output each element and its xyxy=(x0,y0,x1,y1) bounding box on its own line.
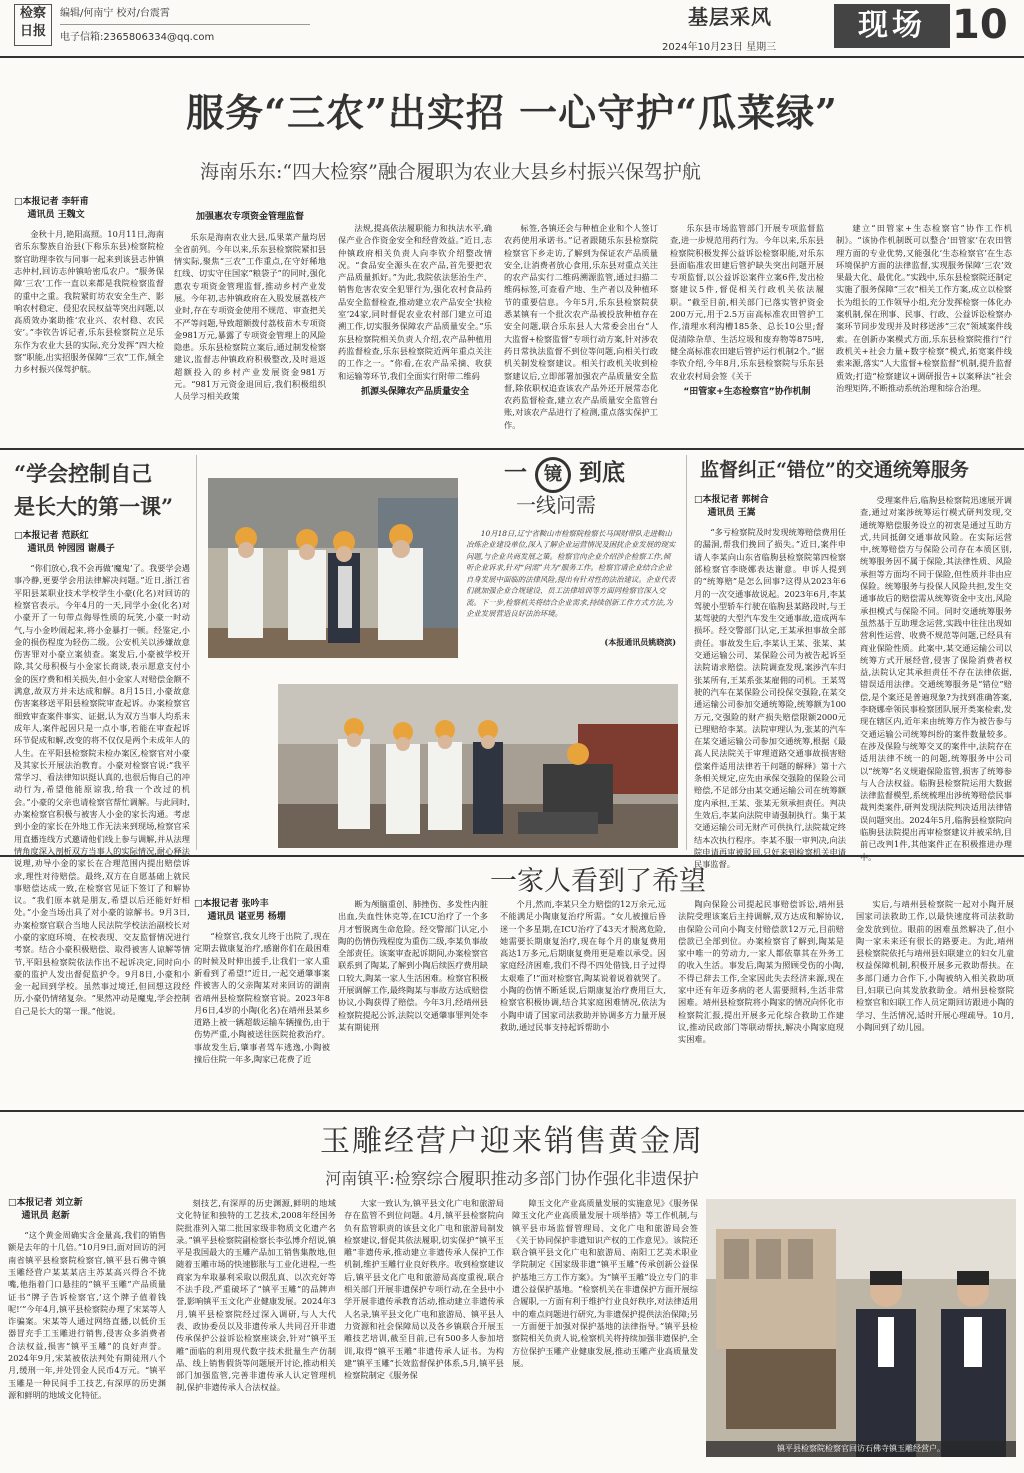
article-5-body: 刻技艺,有深厚的历史渊源,鲜明的地域文化特征和独特的工艺技术,2008年经国务院批准列入第二批国家级非物质文化遗产名录。”镇平县检察院副检察长李弘博介绍说,镇平是我国最大的玉雕产品加工销售集散地,但随着玉雕市场的快速膨胀与工业化进程,一些商家为牟取暴利采取以假乱真、以次充好等不法手段,严重破坏了“镇平玉雕”的品牌声誉,影响镇平玉文化产业健康发展。2024年3月,镇平县检察院经过深入调研,与人大代表、政协委员以及非遗传承人共同召开非遗传承保护公益诉讼检察座谈会,针对“镇平玉雕”面临的利用现代数字技术批量生产仿制品、线上销售假货等问题展开讨论,推动相关部门加强监管,完善非遗传承人认定管理机制,保护非遗传承人合法权益。 xyxy=(176,1198,336,1393)
page-number: 10 xyxy=(952,2,1008,48)
issue-date: 2024年10月23日 星期三 xyxy=(662,42,777,53)
article-1-body: 建立“田管家+生态检察官”协作工作机制》。“该协作机制既可以整合‘田管家’在农田管理方面的专业优势,又能强化‘生态检察官’在生态环境保护方面的法律监督,实现服务保障‘三农’效果最大化、最优化。”实践中,乐东县检察院还制定实施了服务保障“三农”相关工作方案,成立以检察长为组长的工作领导小组,充分发挥检察一体化办案机制,保在刑事、民事、行政、公益诉讼检察办案环节同步发现并及时移送涉“三农”领域案件线索。在创新办案模式方面,乐东县检察院推行“行政机关+社会力量+数字检察”模式,拓宽案件线索来源,落实“人大监督+检察监督”机制,提升监督质效;打造“检察建议+调研报告+以案释法”社会治理矩阵,不断推动系统治理和综合治理。 xyxy=(836,223,1012,393)
article-1-body: 法规,提高依法履职能力和执法水平,确保产业合作资金安全和经营效益。”近日,志仲镇政府相关负责人向李钦介绍整改情况。“食品安全源头在农产品,首先要把农产品质量抓好。”为此,我院依法惩治生产、销售危害农安全犯罪行为,强化农村食品药品安全监督检查,推动建立农产品安全‘扶检室’24家,同时督促农业农村部门建立可追溯工作,切实服务保障农产品质量安全。”乐东县检察院相关负责人介绍,农产品种植用药监督检查,乐东县检察院近两年重点关注的工作之一。“你看,在农产品采摘、收获和运输等环节,我们全面实行附带二维码 xyxy=(338,223,492,381)
article-5-col-3 xyxy=(344,1197,504,1471)
article-5 xyxy=(0,1113,1024,1473)
section-title: 基层采风 xyxy=(688,5,772,29)
article-1-subhead-1: 加强惠农专项资金管理监督 xyxy=(195,212,304,222)
article-5-col-4 xyxy=(512,1197,698,1471)
article-5-body: 大家一致认为,镇平县文化广电和旅游局存在监管不到位问题。4月,镇平县检察院向负有监管职责的该县文化广电和旅游局制发检察建议,督促其依法履职,切实保护“镇平玉雕”非遗传承,推动建立非遗传承人保护工作机制,维护玉雕行业良好秩序。收到检察建议后,镇平县文化广电和旅游局高度重视,联合相关部门开展非遗保护专项行动,在全县中小学开展非遗传承教育活动,推动建立非遗传承人名录,镇平县文化广电和旅游局、镇平县人力资源和社会保障局以及各乡镇联合开展玉雕技艺培训,截至目前,已有500多人参加培训,取得“镇平玉雕”非遗传承人证书。为构建“镇平玉雕”长效监督保护体系,5月,镇平县检察院制定《服务保 xyxy=(344,1198,504,1381)
article-3-title: 监督纠正“错位”的交通统筹服务 xyxy=(700,459,969,481)
article-1-col-2 xyxy=(174,207,326,447)
article-5-body: “这个黄金周确实含金量高,我们的销售额是去年的十几倍。”10月9日,面对回访的河南省镇平县检察院检察官,镇平县石佛寺镇玉雕经营户某某某店主苏某高兴得合不拢嘴,他指着门口悬挂的“镇平玉雕”产品质量证书“牌子告诉检察官,‘这个牌子值着钱呢!’”今年4月,镇平县检察院办理了宋某等人诈骗案。宋某等人通过网络直播,以低价玉器冒充手工玉雕进行销售,侵害众多消费者合法权益,损害“镇平玉雕”的良好声誉。2024年9月,宋某被依法判处有期徒刑八个月,缓刑一年,并处罚金人民币4万元。“镇平玉雕是一种民间手工技艺,有深厚的历史渊源和鲜明的地域文化特征。 xyxy=(8,1230,166,1400)
article-4-col-4 xyxy=(678,898,844,1098)
article-1-body: 乐东是海南农业大县,瓜果菜产量均居全省前列。今年以来,乐东县检察院紧扣县情实际,聚焦“三农”工作重点,在守好稀地红线、切实守住国家“粮袋子”的同时,强化惠农专项资金管理监督,推动乡村产业发展。今年初,志仲镇政府在入股发展荔枝产业时,存在专项资金使用不规范、审查把关不严等问题,导致超额拨付荔枝苗木专项资金981万元,暴露了专项资金管理上的风险隐患。乐东县检察院立案后,通过制发检察建议,监督志仲镇政府积极整改,及时退返超额投入的乡村产业发展资金981万元。“981万元资金退回后,我们积极组织人员学习相关政策 xyxy=(174,231,326,402)
article-1-col-5 xyxy=(670,222,824,447)
article-1-col-1 xyxy=(14,196,164,446)
article-4-col-1 xyxy=(194,898,330,1098)
article-2-body: “你们放心,我不会再做‘魔鬼’了。我要学会遇事冷静,更要学会用法律解决问题。”近日,浙江省平阳县某职业技术学校学生小豪(化名)对回访的检察官表示。今年4月的一天,同学小金(化名)对小豪开了一句带点侮辱性质的玩笑,小豪一时动气,与小金吵闹起来,将小金暴打一顿。经鉴定,小金的损伤程度为轻伤二级。公安机关以涉嫌故意伤害罪对小豪立案侦查。案发后,小豪被学校开除,其父母积极与小金家长商谈,表示愿意支付小金的医疗费和相关损失,但小金家人对赔偿金额不满意,故双方并未达成和解。8月15日,小豪故意伤害案移送平阳县检察院审查起诉。办案检察官细致审查案件事实、证据,认为双方当事人均系未成年人,案件起因只是一点小事,若能在审查起诉环节促成和解,改变的将不仅仅是两个未成年人的人生。在平阳县检察院未检办案区,检察官对小豪及其家长开展法治教育。小豪对检察官说:“我平常学习、看法律知识挺认真的,也很后悔自己的冲动行为,希望他能原谅我,给我一个改过的机会。”小豪的父亲也请检察官帮忙调解。与此同时,办案检察官积极与被害人小金的家长沟通。考虑到小金的家长在外地工作无法来到现场,检察官采用直播连线方式邀请他们线上参与调解,并从法理情角度深入剖析双方当事人的实际情况,耐心释法说理,劝导小金的家长在合理范围内提出赔偿诉求,理性对待赔偿。最终,双方在自愿基础上就民事赔偿达成一致,在检察官见证下签订了和解协议。“我们原本就是朋友,希望以后还能好好相处。”小金当场出具了对小豪的谅解书。9月3日,办案检察官联合当地人民法院学校法治副校长对小豪的家庭环境、在校表现、交友监督情况进行考察。结合小豪积极赔偿、取得被害人谅解等情节,平阳县检察院依法作出不起诉决定,同时向小豪的监护人发出督促监护令。9月8日,小豪和小金一起回到学校。虽然事过境迁,但回想这段经历,小豪仍情绪复杂。“果然冲动是魔鬼,学会控制自己是长大的第一课。”他说。 xyxy=(14,563,190,1016)
feature-title: 一 镜 到底 xyxy=(504,456,664,493)
article-5-col-2 xyxy=(176,1197,336,1471)
article-1-subhead-2: 抓源头保障农产品质量安全 xyxy=(360,386,469,397)
article-1-body: 乐东县市场监管部门开展专项监督监查,进一步规范用药行为。今年以来,乐东县检察院积极发挥公益诉讼检察职能,对乐东县面临准农田建后管护缺失突出问题开展专项监督,以公益诉讼案件立案6件,发出检察建议5件,督促相关行政机关依法履职。“截至目前,相关部门已落实管护资金200万元,用于2.5万亩高标准农田管护工作,清理水利沟槽185条、总长10公里;督促清除杂草、生活垃圾和废弃物等875吨,健全高标准农田建后管护运行机制2个。”据李钦介绍,今年8月,乐东县检察院与乐东县农业农村局会签《关于 xyxy=(670,223,824,381)
article-1-subhead-3: “田管家+生态检察官”协作机制 xyxy=(683,386,811,397)
caption-title: 一线问需 xyxy=(516,493,596,517)
photo-inspection-team xyxy=(208,478,458,658)
article-4-col-3 xyxy=(500,898,666,1098)
article-4 xyxy=(0,858,1024,1108)
article-1-body: 金秋十月,艳阳高照。10月11日,海南省乐东黎族自治县(下称乐东县)检察院检察官助理李钦与同事一起来到该县志仲镇志仲村,回访志仲镇哈密瓜农户。“服务保障‘三农’工作一直以来都是我院检察监督的重中之重。我院紧盯坊农安全生产、影响农村稳定、侵犯农民权益等突出问题,以高质效办案助推‘农业兴、农村稳、农民安’。”李钦告诉记者,乐东县检察院立足乐东作为农业大县的实际,充分发挥“四大检察”职能,出实招服务保障“三农”工作,倾全力乡村振兴保驾护航。 xyxy=(14,229,164,375)
newspaper-logo: 检察日报 xyxy=(14,4,52,46)
article-4-col-2 xyxy=(338,898,488,1098)
article-3-col-1 xyxy=(694,494,846,870)
article-4-body: 实后,与靖州县检察院一起对小陶开展国家司法救助工作,以最快速度将司法救助金发放到位。眼前的困难虽然解决了,但小陶一家未来还有很长的路要走。为此,靖州县检察院依托与靖州县妇联建立的妇女儿童权益保障机制,积极开展多元救助帮扶。在多部门通力合作下,小陶被纳入相关救助项目,妇联已向其发放救助金。靖州县检察院检察官和妇联工作人员定期回访跟进小陶的学习、生活情况,适时开展心理疏导。10月,小陶回到了幼儿园。 xyxy=(856,899,1014,1032)
article-5-body: 障玉文化产业高质量发展的实施意见》《服务保障玉文化产业高质量发展十项举措》等工作机制,与镇平县市场监督管理局、文化广电和旅游局会签《关于协同保护非遗知识产权的工作意见》。该院还联合镇平县文化广电和旅游局、南阳工艺美术职业学院制定《国家级非遗“镇平玉雕”传承创新公益保护基地三方工作方案》。为“镇平玉雕”设立专门的非遗公益保护基地。“检察机关在非遗保护方面开展综合履职,一方面有利于维护行业良好秩序,对法律适用中的难点问题进行研究,为非遗保护提供法治保障;另一方面便于加强对保护基地的法律指导。”镇平县检察院相关负责人说,检察机关将持续加强非遗保护,全方位保护玉雕产业健康发展,推动玉雕产业高质量发展。 xyxy=(512,1198,698,1368)
article-2 xyxy=(14,452,190,1016)
article-2-title: “学会控制自己 是长大的第一课” xyxy=(14,461,174,519)
article-5-title: 玉雕经营户迎来销售黄金周 xyxy=(320,1124,704,1159)
photo-caption: 镇平县检察院检察官回访石佛寺镇玉雕经营户。 xyxy=(706,1441,1016,1457)
article-5-subtitle: 河南镇平:检察综合履职推动多部门协作强化非遗保护 xyxy=(325,1169,699,1188)
feature-caption xyxy=(466,490,676,660)
article-3 xyxy=(694,452,1016,870)
editor-line: 编辑/何南宁 校对/台震霄 xyxy=(60,8,170,19)
article-3-byline: □本报记者 郭树合 通讯员 王嵩 xyxy=(694,495,769,519)
article-1-byline: □本报记者 李轩甫 通讯员 王魏文 xyxy=(14,197,89,221)
article-1-col-3 xyxy=(338,222,492,447)
article-5-col-1 xyxy=(8,1197,166,1471)
photo-jade-shop-visit xyxy=(706,1199,1016,1457)
article-4-body: “检察官,我女儿终于出院了,现在定期去做康复治疗,感谢你们在最困难的时候及时伸出援手,让我们一家人重新看到了希望!”近日,一起交通肇事案件被害人的父亲陶某对来回访的湖南省靖州县检察院检察官说。2023年8月6日,4岁的小陶(化名)在靖州县某乡道路上被一辆超载运输车辆撞伤,由于伤势严重,小陶被送往医院抢救治疗。事故发生后,肇事者驾车逃逸,小陶被撞后住院一年多,陶家已花费了近 xyxy=(194,931,330,1065)
masthead xyxy=(0,0,1024,62)
article-1-col-6 xyxy=(836,222,1012,447)
article-4-body: 个月,然而,李某只全力赔偿的12万余元,远不能满足小陶康复治疗所需。“女儿被撞后昏迷一个多星期,在ICU治疗了43天才脱离危险,她需要长期康复治疗,现在每个月的康复费用高达1万多元,后期康复费用更是难以承受。因家庭经济困难,我们不得不四处借钱,日子过得太艰难了!”面对检察官,陶某说着说着就哭了。小陶的伤情不断延误,后期康复治疗费用巨大,检察官积极协调,结合其家庭困难情况,依法为小陶申请了国家司法救助并协调多方力量开展救助,通过民事支持起诉帮助小 xyxy=(500,899,666,1032)
caption-credit: (本报通讯员姚晓滨) xyxy=(604,637,676,647)
article-4-byline: □本报记者 张吟丰 通讯员 谌亚男 杨堋 xyxy=(194,899,286,923)
article-4-title: 一家人看到了希望 xyxy=(490,866,706,897)
email-line: 电子信箱:2365806334@qq.com xyxy=(60,32,215,43)
article-3-body: “多亏检察院及时发现统筹赔偿费用任的漏洞,帮我们挽回了损失。”近日,案件申请人李某向山东省临朐县检察院第四检察部检察官李晓娜表达谢意。申诉人提到的“统筹赔”是怎么回事?这得从2023年6月的一次交通事故说起。2023年6月,李某驾驶小型轿车行驶在临朐县某路段时,与王某驾驶的大型汽车发生交通事故,造成两车损坏。经交警部门认定,王某承担事故全部责任。事故发生后,李某认王某、张某、某交通运输公司、某保险公司为被告起诉至法院请求赔偿。法院调查发现,案涉汽车归张某所有,王某系张某雇佣的司机。王某驾驶的汽车在某保险公司投保交强险,在某交通运输公司参加交通统筹险,统筹额为100万元,交强险的财产损失赔偿限额2000元已理赔给李某。法院审理认为,张某的汽车在某交通运输公司参加交通统筹,根据《最高人民法院关于审理道路交通事故损害赔偿案件适用法律若干问题的解释》第十六条相关规定,应先由承保交强险的保险公司赔偿,不足部分由某交通运输公司在统筹额度内承担,王某、张某无须承担责任。判决生效后,李某向法院申请强制执行。集于某交通运输公司无财产可供执行,法院裁定终结本次执行程序。李某不服一审判决,向法院申请再审被驳回,只好来到检察机关申请民事监督。 xyxy=(694,527,846,870)
caption-text: 10月18日,辽宁省鞍山市检察院检察长马国财带队走进鞍山冶炼企业建设单位,深入了解企业运营情况及困扰企业发展的现实问题,与企业共商发展之策。检察官向企业介绍涉企检察工作,倾听企业诉求,针对“问需”共为“服务工作。检察官请企业结合企业自身发展中面临的法律风险,提出有针对性的法治建议。企业代表们就加强企业合规建设、员工法律培训等方面同检察官深入交流。下一步,检察机关将结合企业需求,持续创新工作方式方法,为企业发展营造良好法治环境。 xyxy=(466,529,676,619)
article-1-subtitle: 海南乐东:“四大检察”融合履职为农业大县乡村振兴保驾护航 xyxy=(200,161,701,183)
article-4-body: 断为颅脑重创、肺挫伤、多发性内脏出血,失血性休克等,在ICU治疗了一个多月才暂脱离生命危险。经交警部门认定,小陶的伤情伤残程度为重伤二级,李某负事故全部责任。该案审查起诉期间,办案检察官联系到了陶某,了解到小陶后续医疗费用缺口较大,陶某一家人生活困难。检察官积极开展调解工作,最终陶某与事故方达成赔偿协议,小陶获得了赔偿。今年3月,经靖州县检察院提起公诉,法院以交通肇事罪判处李某有期徒刑 xyxy=(338,899,488,1032)
article-3-body: 受理案件后,临朐县检察院迅速展开调查,通过对案涉统筹运行模式研判发现,交通统筹赔偿服务设立的初衷是通过互助方式,共同抵御交通事故风险。在实际运营中,统筹赔偿方与保险公司存在本质区别,统筹服务因不属于保险,其法律性质、风险承担等方面均不同于保险,但性质并非由应保险。统筹服务与投保人风险共担,发生交通事故后的赔偿需从统筹资金中支出,风险承担模式与保险不同。同时交通统筹服务虽然基于互助理念运营,实践中往往出现如营利性运营、收费不规范等问题,已经具有商业保险性质。此案中,某交通运输公司以统筹方式开展经营,侵害了保险消费者权益,法院认定其承担责任不存在法律依据,错误适用法律。交通统筹服务是“错位”赔偿,是个案还是普遍现象?为找到准确答案,李晓娜牵领民事检察团队展开类案检索,发现在辖区内,近年来由统筹方作为被告参与交通运输公司统筹纠纷的案件数量较多。在涉及保险与统筹交叉的案件中,法院存在适用法律不统一的问题,统筹服务中公司以“统筹”名义规避保险监管,损害了统筹参与人合法权益。临朐县检察院运用大数据法律监督模型,系统梳理出涉统筹赔偿民事裁判类案件,研判发现法院判决适用法律错误问题突出。2024年5月,临朐县检察院向临朐县法院提出再审检察建议并被采纳,目前已改判1件,其他案件正在积极推进办理中。 xyxy=(860,495,1012,862)
article-3-col-2 xyxy=(860,494,1012,862)
photo-workshop-visit xyxy=(278,684,678,848)
article-4-body: 陶向保险公司提起民事赔偿诉讼,靖州县法院受理该案后主持调解,双方达成和解协议,由保险公司向小陶支付赔偿款12万元,目前赔偿款已全部到位。办案检察官了解到,陶某是家中唯一的劳动力,一家人都依靠其在外务工的收入生活。事发后,陶某为照顾受伤的小陶,不得已辞去工作,全家因此失去经济来源,现在家中还有年迈多病的老人需要照料,生活非常困难。靖州县检察院将小陶家的情况向怀化市检察院汇报,提出开展多元化综合救助工作建议,推动民政部门等联动帮扶,解决小陶家庭现实困难。 xyxy=(678,899,844,1045)
article-1-title: 服务“三农”出实招 一心守护“瓜菜绿” xyxy=(186,90,838,135)
article-1 xyxy=(0,62,1024,452)
magnifier-badge: 镜 xyxy=(535,457,571,493)
article-4-col-5 xyxy=(856,898,1014,1098)
article-2-byline: □本报记者 范跃红 通讯员 钟园园 谢晨子 xyxy=(14,531,115,555)
article-1-col-4 xyxy=(504,222,658,447)
section-badge: 现场 xyxy=(834,4,950,48)
feature-photo-story xyxy=(204,452,680,852)
article-5-byline: □本报记者 刘立新 通讯员 赵新 xyxy=(8,1198,83,1222)
article-1-body: 标签,各镇还会与种植企业和个人签订农药使用承诺书。”记者跟随乐东县检察院检察官下乡走访,了解到为保证农产品质量安全,让消费者放心食用,乐东县对重点关注的农产品实行二维码溯源监管,通过扫描二维码标签,可查看产地、生产者以及种植环节的重要信息。今年5月,乐东县检察院获悉某镇有一个批次农产品被投放种植存在安全问题,联合乐东县人大常委会出台“人大监督+检察监督”专项行动方案,针对涉农药日常执法监督不到位等问题,向相关行政机关制发检察建议。相关行政机关收到检察建议后,立即部署加强农产品质量安全监督,除依职权追查该农产品外还开展常态化农药监督检查,建立农产品质量安全监管台账,对该农产品进行了检测,重点落实保护工作。 xyxy=(504,223,658,430)
